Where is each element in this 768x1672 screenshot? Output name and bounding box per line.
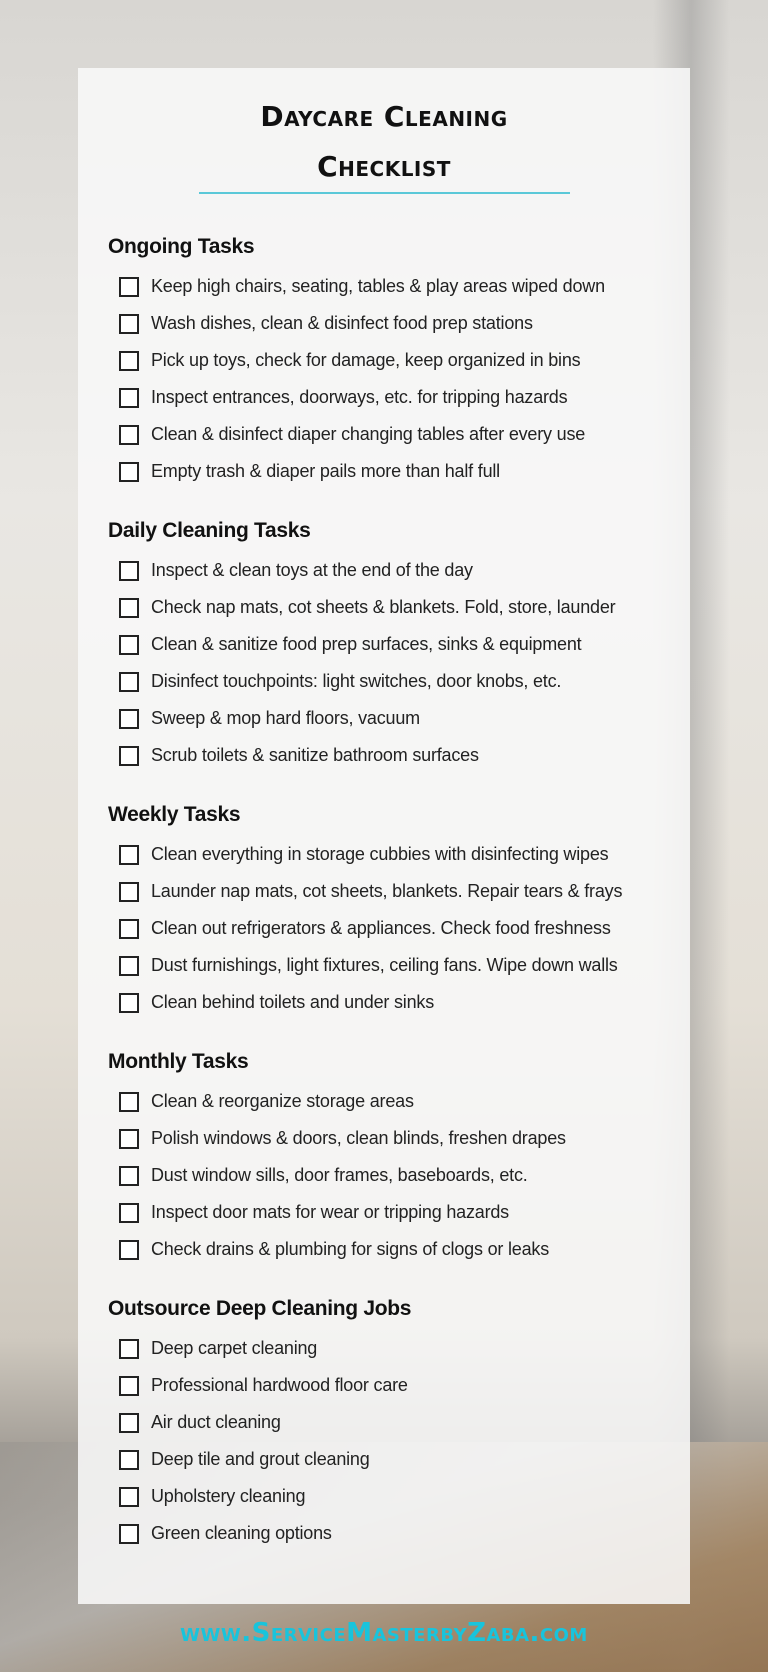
checkbox[interactable] [119, 314, 139, 334]
checkbox[interactable] [119, 1166, 139, 1186]
checklist-item-label: Inspect & clean toys at the end of the day [151, 560, 473, 580]
checklist-item[interactable] [119, 416, 690, 453]
website-url[interactable]: www.ServiceMasterbyZaba.com [180, 1618, 588, 1648]
checklist-item-label: Dust window sills, door frames, baseboards, etc. [151, 1165, 528, 1185]
checkbox[interactable] [119, 1376, 139, 1396]
checklist-item-label: Inspect entrances, doorways, etc. for tripping hazards [151, 387, 568, 407]
checkbox[interactable] [119, 598, 139, 618]
checklist-item[interactable] [119, 1231, 690, 1268]
checklist-item[interactable] [119, 1441, 690, 1478]
section-heading: Daily Cleaning Tasks [108, 519, 311, 542]
checkbox[interactable] [119, 746, 139, 766]
section-ongoing-tasks [78, 230, 690, 490]
checklist-item-label: Pick up toys, check for damage, keep organized in bins [151, 350, 581, 370]
checklist-item[interactable] [119, 700, 690, 737]
checklist-item-label: Air duct cleaning [151, 1412, 281, 1432]
checklist-item[interactable] [119, 305, 690, 342]
checklist-item[interactable] [119, 342, 690, 379]
checkbox[interactable] [119, 1524, 139, 1544]
checkbox[interactable] [119, 462, 139, 482]
checklist-item[interactable] [119, 1404, 690, 1441]
checklist-item-label: Polish windows & doors, clean blinds, freshen drapes [151, 1128, 566, 1148]
checklist-item[interactable] [119, 1194, 690, 1231]
checkbox[interactable] [119, 277, 139, 297]
checkbox[interactable] [119, 425, 139, 445]
checkbox[interactable] [119, 845, 139, 865]
checklist-item-label: Clean & disinfect diaper changing tables after every use [151, 424, 586, 444]
checklist-item[interactable] [119, 1330, 690, 1367]
checklist-item[interactable] [119, 268, 690, 305]
checklist-item[interactable] [119, 984, 690, 1021]
title-line-1: Daycare Cleaning [260, 100, 508, 133]
section-daily-cleaning-tasks [78, 514, 690, 774]
checkbox[interactable] [119, 635, 139, 655]
checklist-item-label: Launder nap mats, cot sheets, blankets. Repair tears & frays [151, 881, 623, 901]
checkbox[interactable] [119, 561, 139, 581]
checklist-item[interactable] [119, 1478, 690, 1515]
checklist-item-label: Sweep & mop hard floors, vacuum [151, 708, 420, 728]
section-heading: Weekly Tasks [108, 803, 241, 826]
title-divider [199, 192, 570, 194]
checklist-item[interactable] [119, 552, 690, 589]
title-line-2: Checklist [317, 150, 451, 183]
checklist-item-label: Clean behind toilets and under sinks [151, 992, 434, 1012]
checkbox[interactable] [119, 709, 139, 729]
checkbox[interactable] [119, 919, 139, 939]
checklist-item-label: Deep tile and grout cleaning [151, 1449, 370, 1469]
checkbox[interactable] [119, 388, 139, 408]
checkbox[interactable] [119, 1413, 139, 1433]
checklist-item[interactable] [119, 947, 690, 984]
checklist-item-label: Upholstery cleaning [151, 1486, 306, 1506]
section-weekly-tasks [78, 798, 690, 1021]
checkbox[interactable] [119, 1487, 139, 1507]
checklist-item[interactable] [119, 1120, 690, 1157]
checklist-item[interactable] [119, 836, 690, 873]
section-heading: Ongoing Tasks [108, 235, 255, 258]
checkbox[interactable] [119, 882, 139, 902]
checklist-item[interactable] [119, 626, 690, 663]
checklist-sections [78, 230, 690, 1576]
checklist-item-label: Dust furnishings, light fixtures, ceiling fans. Wipe down walls [151, 955, 618, 975]
checklist-item-label: Clean & reorganize storage areas [151, 1091, 414, 1111]
checkbox[interactable] [119, 1450, 139, 1470]
checklist-item[interactable] [119, 1083, 690, 1120]
checklist-item[interactable] [119, 663, 690, 700]
checklist-item-label: Green cleaning options [151, 1523, 332, 1543]
checkbox[interactable] [119, 1092, 139, 1112]
checklist-item-label: Clean & sanitize food prep surfaces, sinks & equipment [151, 634, 582, 654]
section-heading: Monthly Tasks [108, 1050, 249, 1073]
checklist-item-label: Disinfect touchpoints: light switches, door knobs, etc. [151, 671, 562, 691]
section-heading: Outsource Deep Cleaning Jobs [108, 1297, 412, 1320]
checklist-item-label: Check drains & plumbing for signs of clogs or leaks [151, 1239, 549, 1259]
checkbox[interactable] [119, 1339, 139, 1359]
checklist-item-label: Clean out refrigerators & appliances. Check food freshness [151, 918, 611, 938]
checklist-item-label: Deep carpet cleaning [151, 1338, 318, 1358]
section-outsource-deep-cleaning-jobs [78, 1292, 690, 1552]
checkbox[interactable] [119, 956, 139, 976]
checklist-item[interactable] [119, 589, 690, 626]
checklist-item[interactable] [119, 453, 690, 490]
checklist-card [78, 68, 690, 1604]
checklist-item[interactable] [119, 1367, 690, 1404]
checkbox[interactable] [119, 351, 139, 371]
checklist-item[interactable] [119, 873, 690, 910]
checkbox[interactable] [119, 1129, 139, 1149]
checkbox[interactable] [119, 672, 139, 692]
checklist-item-label: Inspect door mats for wear or tripping hazards [151, 1202, 509, 1222]
page-title [78, 92, 690, 192]
checklist-item-label: Check nap mats, cot sheets & blankets. Fold, store, launder [151, 597, 616, 617]
checklist-item[interactable] [119, 737, 690, 774]
checklist-item-label: Wash dishes, clean & disinfect food prep stations [151, 313, 533, 333]
checklist-item-label: Keep high chairs, seating, tables & play areas wiped down [151, 276, 605, 296]
checklist-item[interactable] [119, 1157, 690, 1194]
checklist-item[interactable] [119, 379, 690, 416]
checkbox[interactable] [119, 993, 139, 1013]
checklist-item-label: Empty trash & diaper pails more than half full [151, 461, 500, 481]
section-monthly-tasks [78, 1045, 690, 1268]
checklist-item[interactable] [119, 1515, 690, 1552]
checkbox[interactable] [119, 1240, 139, 1260]
checkbox[interactable] [119, 1203, 139, 1223]
checklist-item-label: Professional hardwood floor care [151, 1375, 408, 1395]
checklist-item[interactable] [119, 910, 690, 947]
checklist-item-label: Scrub toilets & sanitize bathroom surfaces [151, 745, 479, 765]
checklist-item-label: Clean everything in storage cubbies with disinfecting wipes [151, 844, 609, 864]
